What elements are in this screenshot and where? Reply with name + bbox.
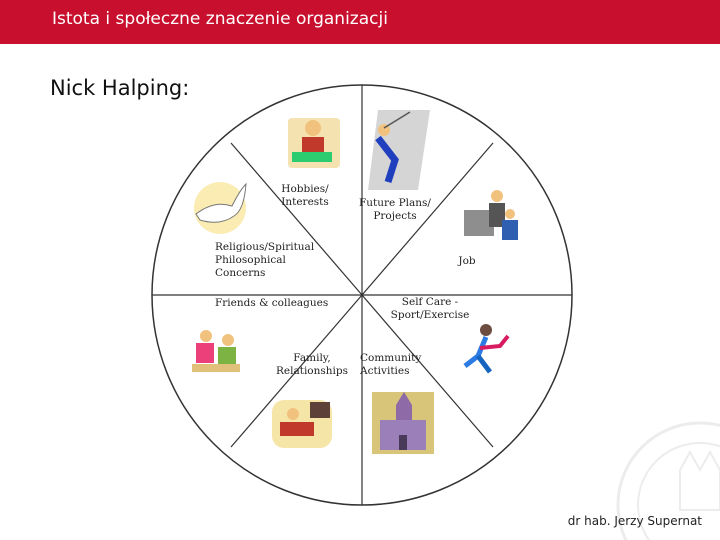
segment-label-line: Future Plans/ <box>359 197 431 209</box>
slide-subtitle: Nick Halping: <box>50 76 190 100</box>
segment-label-line: Relationships <box>275 365 349 377</box>
segment-label-line: Religious/Spiritual <box>215 241 315 253</box>
segment-label-self-care <box>391 296 470 321</box>
segment-label-line: Job <box>458 255 476 267</box>
segment-label-line: Philosophical <box>215 254 286 266</box>
segment-label-hobbies <box>281 183 329 208</box>
segment-label-line: Activities <box>360 365 410 377</box>
footer-author: dr hab. Jerzy Supernat <box>567 514 702 528</box>
segment-label-line: Family, <box>293 352 331 364</box>
segment-label-line: Hobbies/ <box>281 183 329 195</box>
family-clipart <box>272 400 332 448</box>
segment-label-line: Community <box>360 352 422 364</box>
segment-label-line: Concerns <box>215 267 266 279</box>
hobbies-clipart <box>288 118 340 168</box>
segment-label-line: Friends & colleagues <box>215 297 329 309</box>
segment-label-line: Self Care - <box>401 296 459 308</box>
segment-label-friends <box>215 297 328 309</box>
segment-label-line: Interests <box>281 196 329 208</box>
church-clipart <box>372 392 434 454</box>
dove-clipart <box>194 182 246 234</box>
slide-title: Istota i społeczne znaczenie organizacji <box>52 9 388 29</box>
segment-label-job <box>457 255 476 267</box>
segment-label-line: Sport/Exercise <box>390 309 470 321</box>
segment-label-line: Projects <box>373 210 417 222</box>
